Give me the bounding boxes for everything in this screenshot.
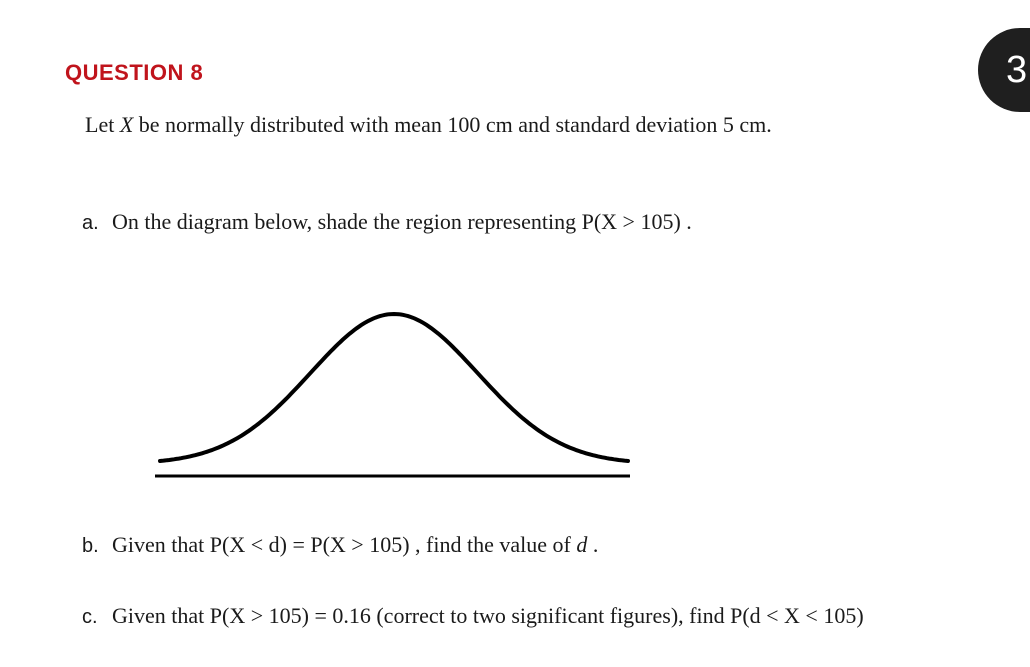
part-a-suffix: . — [680, 209, 692, 234]
part-c — [82, 603, 864, 629]
part-a-math: P(X > 105) — [581, 209, 681, 234]
intro-variable: X — [119, 112, 134, 137]
part-a — [82, 209, 692, 235]
part-c-math: P(X > 105) = 0.16 — [209, 603, 371, 628]
part-a-letter: a. — [82, 212, 99, 234]
part-a-text: On the diagram below, shade the region representing — [112, 209, 582, 234]
question-intro — [85, 112, 772, 138]
part-b-end: . — [587, 532, 599, 557]
part-b-math: P(X < d) = P(X > 105) — [209, 532, 410, 557]
part-c-suffix: (correct to two significant figures), find — [370, 603, 731, 628]
bell-curve — [160, 314, 628, 461]
part-c-text: Given that — [112, 603, 210, 628]
part-b-text: Given that — [112, 532, 210, 557]
intro-text: be normally distributed with mean 100 cm and standard deviation 5 cm. — [133, 112, 772, 137]
part-b-suffix: , find the value of — [409, 532, 577, 557]
part-c-math2: P(d < X < 105) — [730, 603, 864, 628]
part-b-variable: d — [576, 532, 588, 557]
part-c-letter: c. — [82, 606, 98, 628]
question-title: QUESTION 8 — [65, 60, 204, 85]
question-number-badge: 3 — [978, 28, 1030, 112]
intro-prefix: Let — [85, 112, 120, 137]
part-b-letter: b. — [82, 535, 99, 557]
normal-curve-diagram[interactable] — [150, 300, 640, 490]
part-b — [82, 532, 598, 558]
